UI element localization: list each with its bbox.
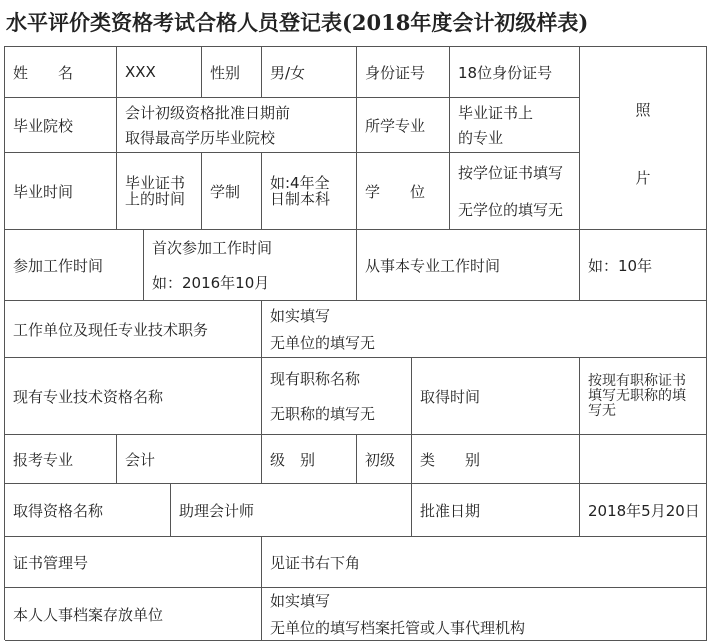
- study-system-label: 学制: [202, 153, 262, 230]
- exam-major-label: 报考专业: [5, 435, 117, 484]
- degree-label: 学 位: [357, 153, 450, 230]
- graduation-time-label: 毕业时间: [5, 153, 117, 230]
- graduation-time-value[interactable]: 毕业证书 上的时间: [117, 153, 202, 230]
- obtained-qualification-value[interactable]: 助理会计师: [171, 484, 412, 537]
- category-value[interactable]: [580, 435, 707, 484]
- exam-major-value[interactable]: 会计: [117, 435, 262, 484]
- obtain-time-label: 取得时间: [412, 358, 580, 435]
- current-title-value[interactable]: 现有职称名称 无职称的填写无: [262, 358, 412, 435]
- employer-label: 工作单位及现任专业技术职务: [5, 301, 262, 358]
- level-label: 级 别: [262, 435, 357, 484]
- photo-label-line1: 照: [635, 101, 651, 119]
- school-label: 毕业院校: [5, 98, 117, 153]
- obtain-time-value[interactable]: 按现有职称证书 填写无职称的填 写无: [580, 358, 707, 435]
- form-title: 水平评价类资格考试合格人员登记表(2018年度会计初级样表): [6, 10, 589, 35]
- name-value[interactable]: XXX: [117, 47, 202, 98]
- professional-work-time-label: 从事本专业工作时间: [357, 230, 580, 301]
- archive-unit-label: 本人人事档案存放单位: [5, 588, 262, 641]
- work-start-label: 参加工作时间: [5, 230, 144, 301]
- level-value[interactable]: 初级: [357, 435, 412, 484]
- gender-value[interactable]: 男/女: [262, 47, 357, 98]
- approval-date-value[interactable]: 2018年5月20日: [580, 484, 707, 537]
- school-value[interactable]: 会计初级资格批准日期前 取得最高学历毕业院校: [117, 98, 357, 153]
- registration-table: [4, 46, 707, 640]
- study-system-value[interactable]: 如:4年全 日制本科: [262, 153, 357, 230]
- photo-label-line2: 片: [635, 169, 651, 187]
- certificate-number-label: 证书管理号: [5, 537, 262, 588]
- employer-value[interactable]: 如实填写 无单位的填写无: [262, 301, 707, 358]
- major-value[interactable]: 毕业证书上 的专业: [450, 98, 580, 153]
- name-label: 姓 名: [5, 47, 117, 98]
- id-number-value[interactable]: 18位身份证号: [450, 47, 580, 98]
- archive-unit-value[interactable]: 如实填写 无单位的填写档案托管或人事代理机构: [262, 588, 707, 641]
- major-label: 所学专业: [357, 98, 450, 153]
- approval-date-label: 批准日期: [412, 484, 580, 537]
- degree-value[interactable]: 按学位证书填写 无学位的填写无: [450, 153, 580, 230]
- gender-label: 性别: [202, 47, 262, 98]
- qualification-name-label: 现有专业技术资格名称: [5, 358, 262, 435]
- obtained-qualification-label: 取得资格名称: [5, 484, 171, 537]
- professional-work-time-value[interactable]: 如：10年: [580, 230, 707, 301]
- work-start-value[interactable]: 首次参加工作时间 如：2016年10月: [144, 230, 357, 301]
- certificate-number-value[interactable]: 见证书右下角: [262, 537, 707, 588]
- id-number-label: 身份证号: [357, 47, 450, 98]
- category-label: 类 别: [412, 435, 580, 484]
- photo-cell[interactable]: [580, 47, 707, 230]
